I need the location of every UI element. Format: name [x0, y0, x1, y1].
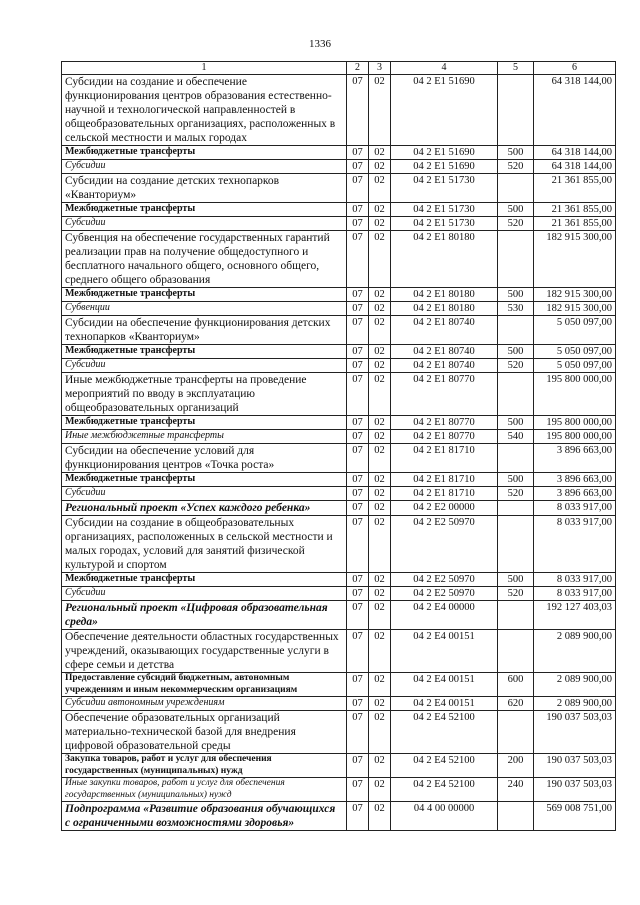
- row-section-cell: 07: [347, 174, 369, 203]
- row-target-code-cell: 04 4 00 00000: [391, 802, 498, 831]
- table-row: [62, 673, 616, 697]
- row-target-code-cell: 04 2 E4 00151: [391, 673, 498, 697]
- table-row: [62, 473, 616, 487]
- row-name-cell: Межбюджетные трансферты: [62, 573, 347, 587]
- page-number: 1336: [309, 38, 331, 50]
- row-amount-cell: 3 896 663,00: [534, 473, 616, 487]
- row-amount-cell: 195 800 000,00: [534, 416, 616, 430]
- row-target-code-cell: 04 2 E4 00151: [391, 630, 498, 673]
- row-amount-cell: 21 361 855,00: [534, 217, 616, 231]
- header-col-6: 6: [534, 62, 616, 75]
- row-section-cell: 07: [347, 487, 369, 501]
- table-row: [62, 217, 616, 231]
- table-row: [62, 160, 616, 174]
- row-subsection-cell: 02: [369, 345, 391, 359]
- row-section-cell: 07: [347, 673, 369, 697]
- header-col-5: 5: [498, 62, 534, 75]
- row-expense-type-cell: 520: [498, 587, 534, 601]
- row-section-cell: 07: [347, 345, 369, 359]
- table-row: [62, 587, 616, 601]
- row-target-code-cell: 04 2 E2 50970: [391, 573, 498, 587]
- table-row: [62, 601, 616, 630]
- row-section-cell: 07: [347, 203, 369, 217]
- row-expense-type-cell: 520: [498, 359, 534, 373]
- row-target-code-cell: 04 2 E1 81710: [391, 473, 498, 487]
- row-amount-cell: 190 037 503,03: [534, 754, 616, 778]
- row-amount-cell: 8 033 917,00: [534, 587, 616, 601]
- row-expense-type-cell: 520: [498, 160, 534, 174]
- row-expense-type-cell: [498, 316, 534, 345]
- row-subsection-cell: 02: [369, 501, 391, 516]
- row-target-code-cell: 04 2 E1 80740: [391, 359, 498, 373]
- row-name-cell: Субсидии: [62, 487, 347, 501]
- row-subsection-cell: 02: [369, 697, 391, 711]
- row-section-cell: 07: [347, 231, 369, 288]
- row-amount-cell: 3 896 663,00: [534, 444, 616, 473]
- row-expense-type-cell: 600: [498, 673, 534, 697]
- row-expense-type-cell: [498, 373, 534, 416]
- row-name-cell: Субсидии: [62, 160, 347, 174]
- row-subsection-cell: 02: [369, 203, 391, 217]
- row-section-cell: 07: [347, 778, 369, 802]
- row-name-cell: Межбюджетные трансферты: [62, 345, 347, 359]
- row-expense-type-cell: 500: [498, 573, 534, 587]
- row-section-cell: 07: [347, 373, 369, 416]
- row-expense-type-cell: 540: [498, 430, 534, 444]
- row-expense-type-cell: 520: [498, 487, 534, 501]
- row-amount-cell: 5 050 097,00: [534, 345, 616, 359]
- row-expense-type-cell: [498, 501, 534, 516]
- row-expense-type-cell: 200: [498, 754, 534, 778]
- row-subsection-cell: 02: [369, 673, 391, 697]
- table-row: [62, 75, 616, 146]
- table-row: [62, 697, 616, 711]
- row-name-cell: Межбюджетные трансферты: [62, 203, 347, 217]
- row-target-code-cell: 04 2 E1 81710: [391, 444, 498, 473]
- row-subsection-cell: 02: [369, 601, 391, 630]
- row-name-cell: Обеспечение образовательных организаций материально-технической базой для внедрения цифровой образовательной среды: [62, 711, 347, 754]
- row-name-cell: Субсидии на обеспечение условий для функционирования центров «Точка роста»: [62, 444, 347, 473]
- row-section-cell: 07: [347, 573, 369, 587]
- row-amount-cell: 182 915 300,00: [534, 288, 616, 302]
- row-name-cell: Субсидии: [62, 587, 347, 601]
- table-row: [62, 444, 616, 473]
- row-name-cell: Субсидии на обеспечение функционирования детских технопарков «Кванториум»: [62, 316, 347, 345]
- row-amount-cell: 64 318 144,00: [534, 146, 616, 160]
- row-section-cell: 07: [347, 416, 369, 430]
- row-subsection-cell: 02: [369, 302, 391, 316]
- row-section-cell: 07: [347, 754, 369, 778]
- row-target-code-cell: 04 2 E1 51690: [391, 146, 498, 160]
- row-target-code-cell: 04 2 E2 50970: [391, 587, 498, 601]
- row-amount-cell: 569 008 751,00: [534, 802, 616, 831]
- table-row: [62, 711, 616, 754]
- table-row: [62, 359, 616, 373]
- row-expense-type-cell: 240: [498, 778, 534, 802]
- row-subsection-cell: 02: [369, 473, 391, 487]
- row-target-code-cell: 04 2 E1 80180: [391, 302, 498, 316]
- table-row: [62, 630, 616, 673]
- row-amount-cell: 21 361 855,00: [534, 203, 616, 217]
- row-subsection-cell: 02: [369, 711, 391, 754]
- row-target-code-cell: 04 2 E4 52100: [391, 754, 498, 778]
- table-row: [62, 146, 616, 160]
- row-target-code-cell: 04 2 E1 81710: [391, 487, 498, 501]
- row-target-code-cell: 04 2 E1 51730: [391, 174, 498, 203]
- row-name-cell: Предоставление субсидий бюджетным, автономным учреждениям и иным некоммерческим организациям: [62, 673, 347, 697]
- table-row: [62, 802, 616, 831]
- table-row: [62, 487, 616, 501]
- table-row: [62, 316, 616, 345]
- row-section-cell: 07: [347, 75, 369, 146]
- row-name-cell: Межбюджетные трансферты: [62, 146, 347, 160]
- row-target-code-cell: 04 2 E1 80770: [391, 373, 498, 416]
- row-amount-cell: 2 089 900,00: [534, 630, 616, 673]
- row-expense-type-cell: [498, 444, 534, 473]
- row-amount-cell: 195 800 000,00: [534, 430, 616, 444]
- row-target-code-cell: 04 2 E1 51690: [391, 160, 498, 174]
- row-name-cell: Субсидии на создание в общеобразовательных организациях, расположенных в сельской местности и малых городах, условий для занятий физической культурой и спортом: [62, 516, 347, 573]
- row-section-cell: 07: [347, 444, 369, 473]
- row-subsection-cell: 02: [369, 416, 391, 430]
- header-row: [62, 62, 616, 75]
- row-subsection-cell: 02: [369, 75, 391, 146]
- row-amount-cell: 8 033 917,00: [534, 516, 616, 573]
- row-expense-type-cell: [498, 802, 534, 831]
- row-subsection-cell: 02: [369, 316, 391, 345]
- row-name-cell: Иные межбюджетные трансферты на проведение мероприятий по вводу в эксплуатацию общеобразовательных организаций: [62, 373, 347, 416]
- table-row: [62, 754, 616, 778]
- table-row: [62, 174, 616, 203]
- row-target-code-cell: 04 2 E1 51730: [391, 203, 498, 217]
- row-name-cell: Закупка товаров, работ и услуг для обеспечения государственных (муниципальных) нужд: [62, 754, 347, 778]
- row-name-cell: Субвенции: [62, 302, 347, 316]
- row-expense-type-cell: 500: [498, 416, 534, 430]
- row-amount-cell: 2 089 900,00: [534, 697, 616, 711]
- row-subsection-cell: 02: [369, 487, 391, 501]
- row-amount-cell: 8 033 917,00: [534, 501, 616, 516]
- row-expense-type-cell: [498, 75, 534, 146]
- table-row: [62, 778, 616, 802]
- row-expense-type-cell: [498, 174, 534, 203]
- row-expense-type-cell: 500: [498, 203, 534, 217]
- row-amount-cell: 5 050 097,00: [534, 316, 616, 345]
- row-amount-cell: 8 033 917,00: [534, 573, 616, 587]
- table-row: [62, 302, 616, 316]
- row-name-cell: Субсидии автономным учреждениям: [62, 697, 347, 711]
- row-section-cell: 07: [347, 601, 369, 630]
- row-target-code-cell: 04 2 E1 51690: [391, 75, 498, 146]
- row-amount-cell: 182 915 300,00: [534, 231, 616, 288]
- row-target-code-cell: 04 2 E1 80180: [391, 288, 498, 302]
- row-target-code-cell: 04 2 E4 52100: [391, 711, 498, 754]
- row-section-cell: 07: [347, 802, 369, 831]
- row-name-cell: Подпрограмма «Развитие образования обучающихся с ограниченными возможностями здоровья»: [62, 802, 347, 831]
- row-name-cell: Субвенция на обеспечение государственных гарантий реализации прав на получение общедоступного и бесплатного начального общего, основного общего, среднего общего образования: [62, 231, 347, 288]
- row-name-cell: Региональный проект «Цифровая образовательная среда»: [62, 601, 347, 630]
- budget-table: [61, 61, 616, 831]
- row-subsection-cell: 02: [369, 778, 391, 802]
- row-name-cell: Субсидии на создание и обеспечение функционирования центров образования естественно-научной и технологической направленностей в общеобразовательных организациях, расположенных в сельской местности и малых городах: [62, 75, 347, 146]
- row-section-cell: 07: [347, 160, 369, 174]
- row-name-cell: Межбюджетные трансферты: [62, 473, 347, 487]
- row-target-code-cell: 04 2 E1 80770: [391, 430, 498, 444]
- row-target-code-cell: 04 2 E4 00151: [391, 697, 498, 711]
- row-target-code-cell: 04 2 E1 80740: [391, 316, 498, 345]
- row-section-cell: 07: [347, 316, 369, 345]
- row-amount-cell: 2 089 900,00: [534, 673, 616, 697]
- row-expense-type-cell: [498, 601, 534, 630]
- row-name-cell: Обеспечение деятельности областных государственных учреждений, оказывающих государственные услуги в сфере семьи и детства: [62, 630, 347, 673]
- row-subsection-cell: 02: [369, 146, 391, 160]
- table-row: [62, 345, 616, 359]
- row-section-cell: 07: [347, 630, 369, 673]
- row-expense-type-cell: [498, 516, 534, 573]
- row-section-cell: 07: [347, 430, 369, 444]
- row-subsection-cell: 02: [369, 587, 391, 601]
- row-section-cell: 07: [347, 516, 369, 573]
- header-col-4: 4: [391, 62, 498, 75]
- row-expense-type-cell: [498, 630, 534, 673]
- row-target-code-cell: 04 2 E1 80770: [391, 416, 498, 430]
- row-expense-type-cell: 500: [498, 146, 534, 160]
- table-row: [62, 231, 616, 288]
- row-target-code-cell: 04 2 E4 52100: [391, 778, 498, 802]
- table-row: [62, 516, 616, 573]
- row-subsection-cell: 02: [369, 359, 391, 373]
- row-section-cell: 07: [347, 217, 369, 231]
- row-subsection-cell: 02: [369, 174, 391, 203]
- row-subsection-cell: 02: [369, 516, 391, 573]
- row-amount-cell: 190 037 503,03: [534, 711, 616, 754]
- row-expense-type-cell: [498, 231, 534, 288]
- table-row: [62, 288, 616, 302]
- row-subsection-cell: 02: [369, 160, 391, 174]
- row-section-cell: 07: [347, 473, 369, 487]
- header-col-2: 2: [347, 62, 369, 75]
- row-subsection-cell: 02: [369, 444, 391, 473]
- row-subsection-cell: 02: [369, 802, 391, 831]
- row-subsection-cell: 02: [369, 430, 391, 444]
- row-section-cell: 07: [347, 697, 369, 711]
- row-amount-cell: 5 050 097,00: [534, 359, 616, 373]
- row-section-cell: 07: [347, 359, 369, 373]
- row-section-cell: 07: [347, 587, 369, 601]
- row-subsection-cell: 02: [369, 630, 391, 673]
- row-amount-cell: 21 361 855,00: [534, 174, 616, 203]
- row-expense-type-cell: 620: [498, 697, 534, 711]
- row-amount-cell: 3 896 663,00: [534, 487, 616, 501]
- table-row: [62, 373, 616, 416]
- row-name-cell: Субсидии: [62, 217, 347, 231]
- row-section-cell: 07: [347, 288, 369, 302]
- table-row: [62, 416, 616, 430]
- row-subsection-cell: 02: [369, 231, 391, 288]
- row-name-cell: Субсидии: [62, 359, 347, 373]
- row-name-cell: Межбюджетные трансферты: [62, 416, 347, 430]
- row-amount-cell: 64 318 144,00: [534, 160, 616, 174]
- row-amount-cell: 192 127 403,03: [534, 601, 616, 630]
- table-row: [62, 501, 616, 516]
- row-expense-type-cell: 500: [498, 345, 534, 359]
- row-subsection-cell: 02: [369, 754, 391, 778]
- row-section-cell: 07: [347, 711, 369, 754]
- row-subsection-cell: 02: [369, 573, 391, 587]
- row-target-code-cell: 04 2 E1 80180: [391, 231, 498, 288]
- row-name-cell: Межбюджетные трансферты: [62, 288, 347, 302]
- row-expense-type-cell: 530: [498, 302, 534, 316]
- row-amount-cell: 64 318 144,00: [534, 75, 616, 146]
- row-section-cell: 07: [347, 501, 369, 516]
- row-name-cell: Иные закупки товаров, работ и услуг для обеспечения государственных (муниципальных) нужд: [62, 778, 347, 802]
- row-target-code-cell: 04 2 E1 80740: [391, 345, 498, 359]
- row-subsection-cell: 02: [369, 217, 391, 231]
- header-col-1: 1: [62, 62, 347, 75]
- row-expense-type-cell: 500: [498, 473, 534, 487]
- table-row: [62, 430, 616, 444]
- row-amount-cell: 190 037 503,03: [534, 778, 616, 802]
- row-amount-cell: 195 800 000,00: [534, 373, 616, 416]
- row-subsection-cell: 02: [369, 373, 391, 416]
- table-row: [62, 203, 616, 217]
- row-name-cell: Субсидии на создание детских технопарков «Кванториум»: [62, 174, 347, 203]
- row-target-code-cell: 04 2 E2 00000: [391, 501, 498, 516]
- table-row: [62, 573, 616, 587]
- row-amount-cell: 182 915 300,00: [534, 302, 616, 316]
- row-expense-type-cell: 520: [498, 217, 534, 231]
- row-expense-type-cell: [498, 711, 534, 754]
- row-target-code-cell: 04 2 E2 50970: [391, 516, 498, 573]
- row-name-cell: Иные межбюджетные трансферты: [62, 430, 347, 444]
- row-subsection-cell: 02: [369, 288, 391, 302]
- row-target-code-cell: 04 2 E4 00000: [391, 601, 498, 630]
- row-section-cell: 07: [347, 302, 369, 316]
- header-col-3: 3: [369, 62, 391, 75]
- row-expense-type-cell: 500: [498, 288, 534, 302]
- row-section-cell: 07: [347, 146, 369, 160]
- row-target-code-cell: 04 2 E1 51730: [391, 217, 498, 231]
- row-name-cell: Региональный проект «Успех каждого ребенка»: [62, 501, 347, 516]
